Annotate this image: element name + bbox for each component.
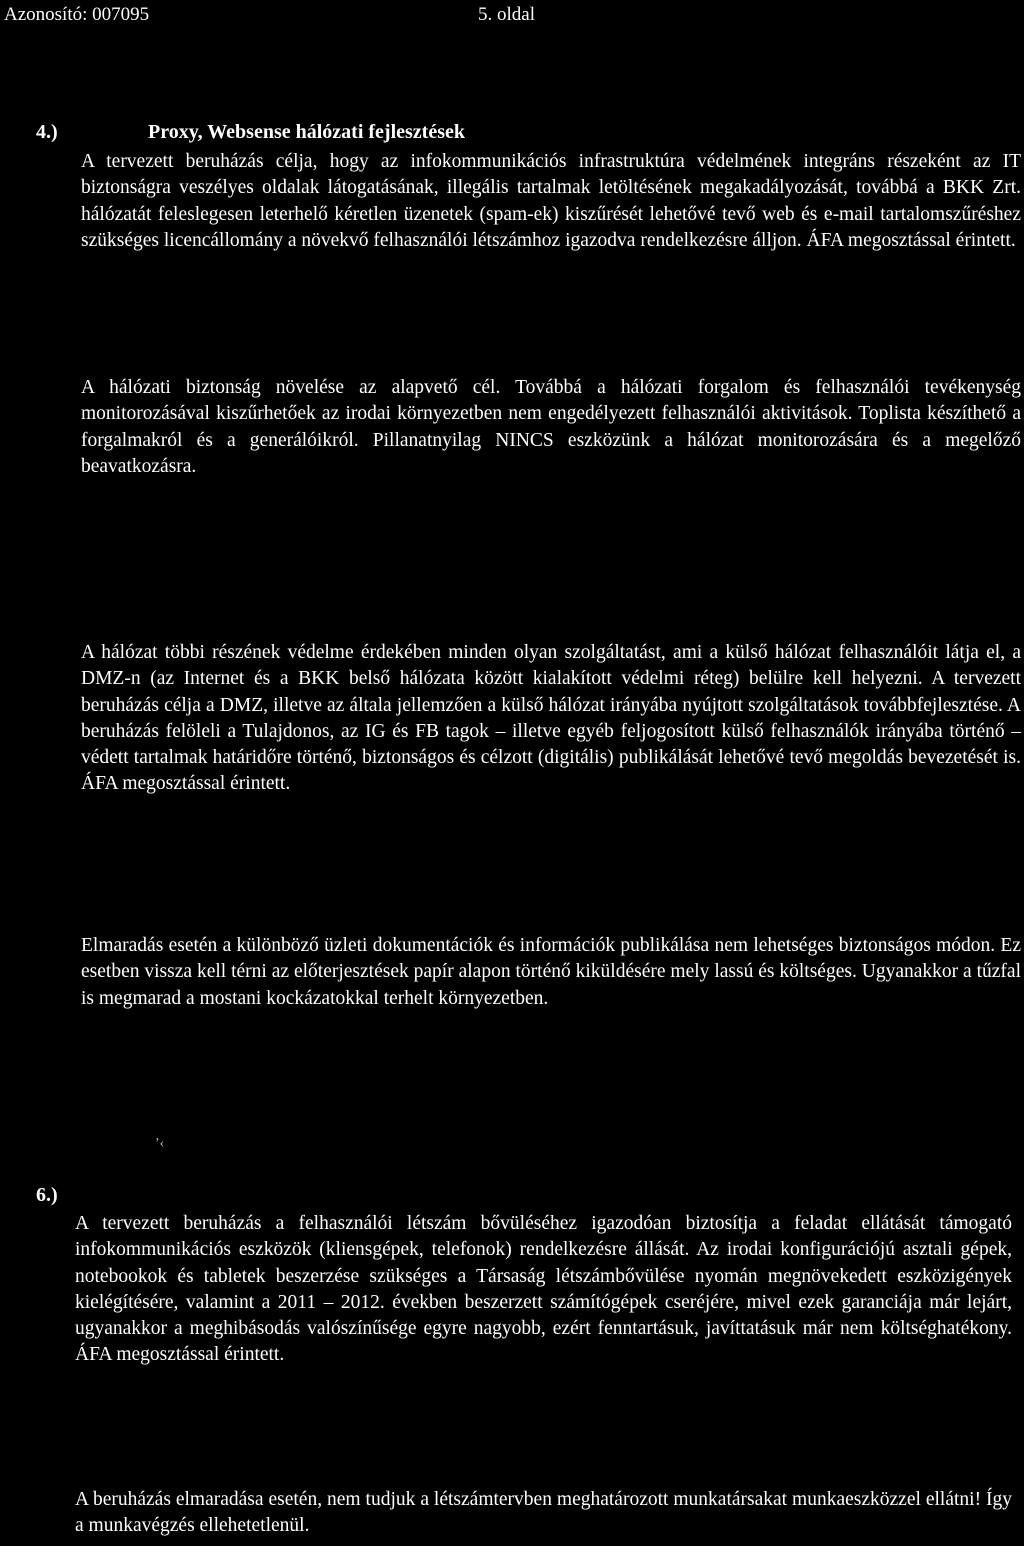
section-5-paragraph-1: A hálózat többi részének védelme érdekében minden olyan szolgáltatást, ami a külső hálózat felhasználóit látja el, a DMZ-n (az Internet és a BKK belső hálózata között kialakított védelmi réteg) belülre kell helyezni. A tervezett beruházás célja a DMZ, illetve az általa jellemzően a külső hálózat irányába nyújtott szolgáltatások továbbfejlesztése. A beruházás felöleli a Tulajdonos, az IG és FB tagok – illetve egyéb feljogosított külső felhasználók irányába történő – védett tartalmak határidőre történő, biztonságos és célzott (digitális) publikálását lehetővé tevő megoldás bevezetését is. ÁFA megosztással érintett. (81, 642, 1021, 795)
page-number: 5. oldal (478, 4, 535, 25)
section-4-number: 4.) (36, 121, 58, 143)
stray-mark: ’‹ (155, 1136, 165, 1151)
section-4-paragraph-1: A tervezett beruházás célja, hogy az infokommunikációs infrastruktúra védelmének integráns részeként az IT biztonságra veszélyes oldalak látogatásának, illegális tartalmak letöltésének megakadályozását, továbbá a BKK Zrt. hálózatát feleslegesen leterhelő kéretlen üzenetek (spam-ek) kiszűrését lehetővé tevő web és e-mail tartalomszűréshez szükséges licencállomány a növekvő felhasználói létszámhoz igazodva rendelkezésre álljon. ÁFA megosztással érintett. (81, 151, 1021, 251)
section-5-paragraph-2: Elmaradás esetén a különböző üzleti dokumentációk és információk publikálása nem lehetséges biztonságos módon. Ez esetben vissza kell térni az előterjesztések papír alapon történő kiküldésére mely lassú és költséges. Ugyanakkor a tűzfal is megmarad a mostani kockázatokkal terhelt környezetben. (81, 935, 1021, 1009)
section-6-paragraph-1: A tervezett beruházás a felhasználói létszám bővüléséhez igazodóan biztosítja a feladat ellátását támogató infokommunikációs eszközök (kliensgépek, telefonok) rendelkezésre állását. Az irodai konfigurációjú asztali gépek, notebookok és tabletek beszerzése szükséges a Társaság létszámbővülése nyomán megnövekedett eszközigények kielégítésére, valamint a 2011 – 2012. években beszerzett számítógépek cseréjére, mivel ezek garanciája már lejárt, ugyanakkor a meghibásodás valószínűsége egyre nagyobb, ezért fenntartásuk, javíttatásuk már nem költséghatékony. ÁFA megosztással érintett. (75, 1213, 1012, 1366)
section-4-title: Proxy, Websense hálózati fejlesztések (148, 121, 465, 143)
section-6-number: 6.) (36, 1184, 58, 1206)
section-6-paragraph-2: A beruházás elmaradása esetén, nem tudjuk a létszámtervben meghatározott munkatársakat munkaeszközzel ellátni! Így a munkavégzés ellehetetlenül. (75, 1489, 1012, 1537)
document-id: Azonosító: 007095 (4, 4, 150, 25)
section-4-paragraph-2: A hálózati biztonság növelése az alapvető cél. Továbbá a hálózati forgalom és felhasználói tevékenység monitorozásával kiszűrhetőek az irodai környezetben nem engedélyezett felhasználói aktivitások. Toplista készíthető a forgalmakról és a generálóikról. Pillanatnyilag NINCS eszközünk a hálózat monitorozására és a megelőző beavatkozásra. (81, 377, 1021, 477)
